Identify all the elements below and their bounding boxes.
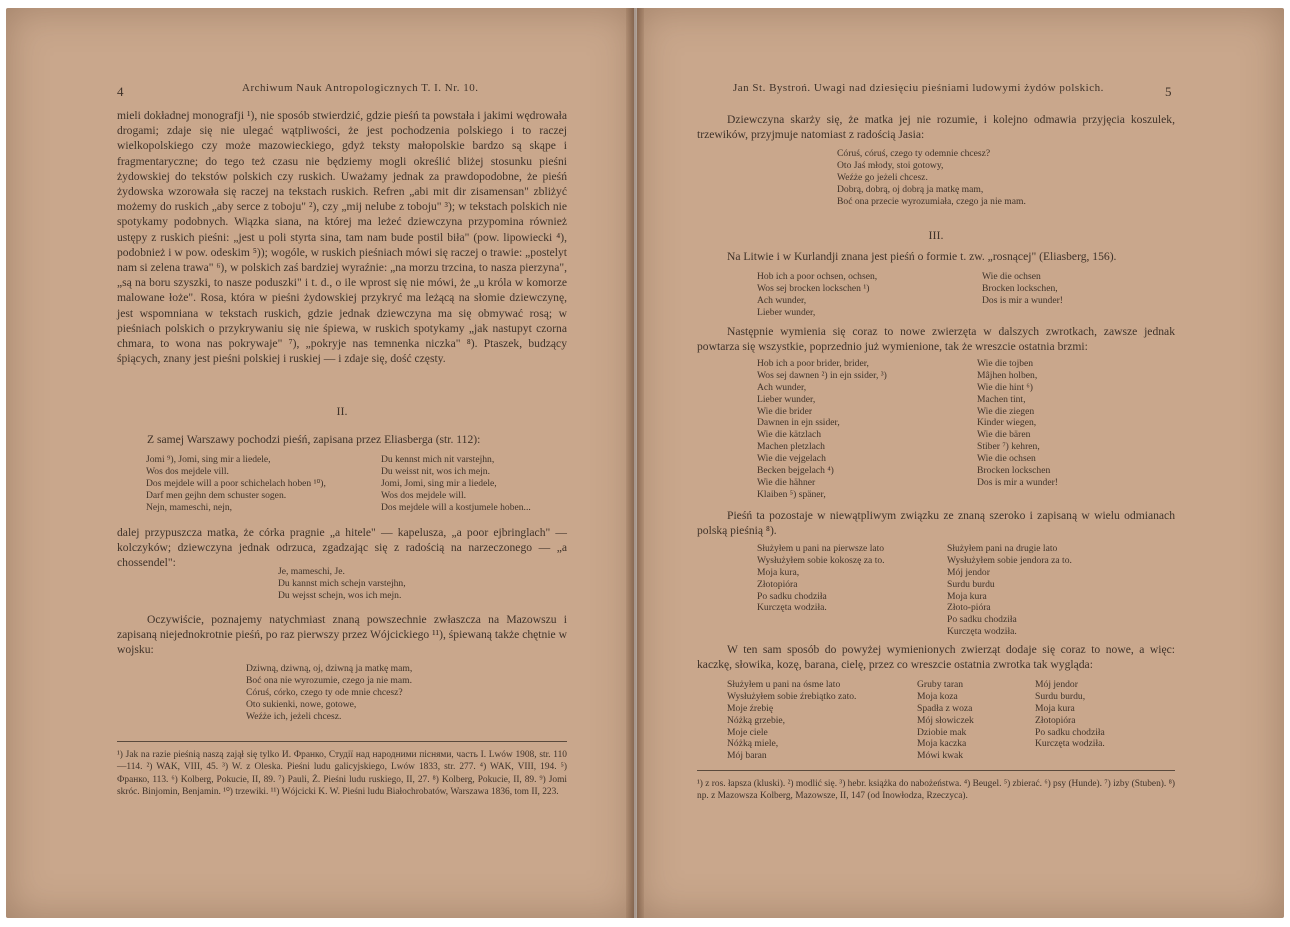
verse-line: Oto sukienki, nowe, gotowe, bbox=[246, 698, 357, 710]
body-paragraph bbox=[697, 112, 1175, 142]
footnote-rule bbox=[697, 770, 1175, 771]
verse-line: Dawnen in ejn ssider, bbox=[757, 417, 840, 429]
paragraph-text: Dziewczyna skarży się, że matka jej nie rozumie, i kolejno odmawia przyjęcia koszulek, trzewików, przyjmuje natomiast z radością Jasia: bbox=[697, 113, 1175, 142]
verse-block bbox=[757, 271, 877, 319]
verse-line: Moja kaczka bbox=[917, 738, 967, 750]
verse-line: Mój jendor bbox=[1035, 679, 1078, 690]
verse-line: Kurczęta wodziła. bbox=[947, 626, 1017, 638]
page-number: 5 bbox=[1165, 84, 1172, 99]
verse-line: Mâjhen holben, bbox=[977, 369, 1038, 381]
page-number: 4 bbox=[117, 84, 124, 99]
verse-line: Po sadku chodziła bbox=[757, 590, 827, 602]
verse-block bbox=[837, 148, 1026, 207]
verse-line: Moje ciele bbox=[727, 726, 768, 738]
body-paragraph bbox=[117, 108, 567, 366]
verse-block bbox=[246, 663, 412, 722]
body-paragraph bbox=[697, 324, 1175, 354]
verse-line: Mówi kwak bbox=[917, 750, 964, 762]
section-heading: II. bbox=[336, 404, 348, 418]
verse-line: Wie die hint ⁶) bbox=[977, 381, 1033, 393]
verse-line: Złotopióra bbox=[1035, 714, 1076, 726]
verse-line: Nóżką grzebie, bbox=[727, 714, 786, 726]
paragraph-text: dalej przypuszcza matka, że córka pragnie „a hitele" — kapelusza, „a poor ejbringlach" — kolczyków; dziewczyna jednak odrzuca, zgadzając się z radością na narzeczonego — „a chossendel": bbox=[117, 526, 567, 570]
verse-block bbox=[977, 358, 1058, 489]
verse-line: Wysłużyłem sobie kokoszę za to. bbox=[757, 554, 885, 566]
verse-line: Nóżką miele, bbox=[727, 738, 779, 750]
left-page bbox=[6, 8, 634, 918]
verse-line: Wie die ochsen bbox=[982, 271, 1041, 282]
verse-line: Spadła z woza bbox=[917, 702, 973, 714]
verse-line: Stiber ⁷) kehren, bbox=[977, 441, 1040, 453]
verse-line: Kinder wiegen, bbox=[977, 417, 1037, 429]
verse-line: Mój jendor bbox=[947, 566, 990, 578]
verse-line: Becken bejgelach ⁴) bbox=[757, 465, 834, 477]
verse-line: Wos sej dawnen ²) in ejn ssider, ³) bbox=[757, 369, 887, 381]
verse-block bbox=[757, 543, 885, 614]
paragraph-text: Na Litwie i w Kurlandji znana jest pieśń o formie t. zw. „rosnącej" (Eliasberg, 156). bbox=[727, 250, 1117, 263]
verse-line: Służyłem pani na drugie lato bbox=[947, 543, 1058, 554]
verse-line: Wos dos mejdele vill. bbox=[146, 465, 229, 477]
paragraph-text: Następnie wymienia się coraz to nowe zwierzęta w dalszych zwrotkach, zawsze jednak powtarza się wszystkie, poprzednio już wymienione, tak że wreszcie ostatnia brzmi: bbox=[697, 325, 1175, 354]
verse-line: Córuś, córko, czego ty ode mnie chcesz? bbox=[246, 686, 403, 698]
verse-line: Brocken lockschen, bbox=[982, 282, 1058, 294]
paragraph-text: mieli dokładnej monografji ¹), nie sposób stwierdzić, gdzie pieśń ta powstała i jakimi wędrowała drogami; zdaje się nie ulegać wątpliwości, że jest pochodzenia polskiego i to raczej wielkopolskiego czy może mazowieckiego, gdyż teksty małopolskie bardzo są skąpe i fragmentaryczne; do tego też czasu nie będziemy mogli określić bliżej stosunku pieśni żydowskiej do tekstów polskich czy ruskich. Uważamy jednak za prawdopodobne, że pieśń żydowska wzorowała się raczej na tekstach ruskich. Refren „abi mit dir zisamensan" zbliżyć możemy do ruskich „aby serce z toboju" ²), czy „mij nelube z toboju" ³); w tekstach polskich nie spotykamy podobnych. Wiązka siana, na której ma leżeć dziewczyna przypomina również ustępy z ruskich pieśni: „jest u poli styrta sina, tam nam bude postil biła" (pow. lipowiecki ⁴), podobnież i w pow. odeskim ⁵)); wogóle, w ruskich pieśniach mówi się raczej o trawie: „postelyt nam si zelena trawa" ⁶), w polskich zaś bardziej wyraźnie: „na morzu trzcina, to nasza pierzyna", „są na boru szyszki, to nasze poduszki" i t. d., o ile wprost się nie mówi, że „u króla w komorze malowane łoże". Rosa, która w pieśni żydowskiej przykryć ma leżącą na słomie dziewczynę, jest wspomniana w tekstach ruskich, gdzie jednak dziewczyna ma się obmywać rosą; w pieśniach polskich o przykrywaniu się nie śpiewa, w ruskich spotykamy „jak nastupyt czorna chmara, to wona nas pokrywaje" ⁷), „pokryje nas temnenka niczka" ⁸). Ptaszek, budzący śpiących, znany jest pieśni polskiej i ruskiej — i zdaje się, dość częsty. bbox=[117, 109, 568, 366]
verse-line: Wie die vejgelach bbox=[757, 453, 826, 465]
verse-line: Machen pletzlach bbox=[757, 441, 825, 453]
verse-line: Du weisst nit, wos ich mejn. bbox=[381, 465, 490, 477]
verse-line: Hob ich a poor ochsen, ochsen, bbox=[757, 271, 878, 282]
verse-line: Dos mejdele will a kostjumele hoben... bbox=[381, 501, 531, 513]
verse-line: Gruby taran bbox=[917, 679, 964, 690]
verse-line: Wos sej brocken lockschen ¹) bbox=[757, 282, 870, 294]
body-paragraph bbox=[117, 525, 567, 571]
verse-line: Kurczęta wodziła. bbox=[757, 602, 827, 614]
running-header: Archiwum Nauk Antropologicznych T. I. Nr. 10. bbox=[242, 82, 479, 94]
verse-line: Po sadku chodziła bbox=[947, 614, 1017, 626]
footnote-text: ¹) z ros. łapsza (kluski). ²) modlić się. ³) hebr. książka do nabożeństwa. ⁴) Beugel. ⁵) zbierać. ⁶) psy (Hunde). ⁷) izby (Stuben). ⁸) np. z Mazowsza Kolberg, Mazowsze, II, 147 (od Inowłodza, Rzeczyca). bbox=[697, 779, 1175, 802]
verse-line: Ach wunder, bbox=[757, 294, 807, 306]
verse-line: Dobrą, dobrą, oj dobrą ja matkę mam, bbox=[837, 183, 984, 195]
verse-line: Mój słowiczek bbox=[917, 714, 974, 726]
verse-line: Wie die hähner bbox=[757, 476, 816, 488]
verse-line: Lieber wunder, bbox=[757, 306, 816, 318]
verse-line: Moja kura bbox=[947, 590, 987, 602]
verse-line: Du kennst mich nit varstejhn, bbox=[381, 454, 495, 465]
verse-block bbox=[1035, 679, 1105, 750]
body-paragraph bbox=[697, 249, 1175, 264]
verse-line: Wie die ochsen bbox=[977, 453, 1036, 465]
verse-line: Ach wunder, bbox=[757, 381, 807, 393]
footnote-rule bbox=[117, 741, 567, 742]
verse-line: Jomi ⁹), Jomi, sing mir a liedele, bbox=[146, 454, 271, 465]
verse-line: Nejn, mameschi, nejn, bbox=[146, 501, 233, 513]
verse-line: Boć ona przecie wyrozumiała, czego ja nie mam. bbox=[837, 195, 1026, 207]
verse-line: Jomi, Jomi, sing mir a liedele, bbox=[381, 477, 497, 489]
verse-line: Wie die tojben bbox=[977, 358, 1034, 369]
verse-line: Du wejsst schejn, wos ich mejn. bbox=[278, 589, 402, 601]
verse-block bbox=[917, 679, 974, 762]
body-paragraph bbox=[117, 612, 567, 658]
verse-line: Dos mejdele will a poor schichelach hoben ¹⁰), bbox=[146, 477, 326, 489]
verse-block bbox=[757, 358, 887, 501]
verse-line: Darf men gejhn dem schuster sogen. bbox=[146, 489, 287, 501]
book-spine bbox=[626, 8, 644, 918]
verse-line: Dziwną, dziwną, oj, dziwną ja matkę mam, bbox=[246, 663, 413, 674]
verse-line: Moja kura, bbox=[757, 566, 800, 578]
body-paragraph bbox=[697, 642, 1175, 672]
verse-block bbox=[727, 679, 856, 762]
verse-line: Weźże go jeżeli chcesz. bbox=[837, 171, 928, 183]
footnotes bbox=[117, 749, 567, 799]
verse-line: Mój baran bbox=[727, 750, 767, 762]
verse-line: Klaiben ⁵) späner, bbox=[757, 488, 826, 500]
paragraph-text: W ten sam sposób do powyżej wymienionych zwierząt dodaje się coraz to nowe, a więc: kaczkę, słowika, kozę, barana, cielę, przez co wreszcie ostatnia zwrotka tak wygląda: bbox=[697, 643, 1175, 672]
paragraph-text: Z samej Warszawy pochodzi pieśń, zapisana przez Eliasberga (str. 112): bbox=[147, 433, 481, 446]
verse-block bbox=[278, 566, 406, 602]
verse-line: Je, mameschi, Je. bbox=[278, 566, 345, 577]
verse-line: Wysłużyłem sobie jendora za to. bbox=[947, 554, 1072, 566]
verse-line: Hob ich a poor brider, brider, bbox=[757, 358, 869, 369]
verse-block bbox=[947, 543, 1072, 638]
verse-line: Wie die kätzlach bbox=[757, 429, 822, 441]
verse-line: Boć ona nie wyrozumie, czego ja nie mam. bbox=[246, 674, 412, 686]
verse-line: Dos is mir a wunder! bbox=[982, 294, 1063, 306]
verse-line: Surdu burdu bbox=[947, 578, 995, 590]
verse-line: Wos dos mejdele will. bbox=[381, 489, 467, 501]
verse-line: Złotopióra bbox=[757, 578, 798, 590]
verse-line: Lieber wunder, bbox=[757, 393, 816, 405]
body-paragraph bbox=[697, 508, 1175, 538]
verse-line: Wie die brider bbox=[757, 405, 813, 417]
verse-line: Machen tint, bbox=[977, 393, 1026, 405]
footnote-text: ¹) Jak na razie pieśnią naszą zajął się tylko И. Франко, Студії над народними піснями, часть I. Lwów 1908, str. 110—114. ²) WAK, VIII, 45. ³) W. z Oleska. Pieśni ludu galicyjskiego, Lwów 1833, str. 277. ⁴) WAK, VIII, 194. ⁵) Франко, 113. ⁶) Kolberg, Pokucie, II, 89. ⁷) Pauli, Ż. Pieśni ludu ruskiego, II, 27. ⁸) Kolberg, Pokucie, II, 89. ⁹) Jomi skróc. Binjomin, Benjamin. ¹⁰) trzewiki. ¹¹) Wójcicki K. W. Pieśni ludu Białochrobatów, Warszawa 1836, tom II, 223. bbox=[117, 750, 567, 798]
verse-line: Wie die ziegen bbox=[977, 405, 1035, 417]
verse-line: Moja koza bbox=[917, 690, 958, 702]
verse-line: Kurczęta wodziła. bbox=[1035, 738, 1105, 750]
section-heading: III. bbox=[928, 228, 944, 242]
verse-line: Dos is mir a wunder! bbox=[977, 476, 1058, 488]
verse-line: Oto Jaś młody, stoi gotowy, bbox=[837, 159, 944, 171]
right-page bbox=[637, 8, 1284, 918]
verse-line: Brocken lockschen bbox=[977, 465, 1051, 477]
verse-line: Dziobie mak bbox=[917, 726, 967, 738]
verse-line: Moje źrebię bbox=[727, 702, 774, 714]
verse-line: Du kannst mich schejn varstejhn, bbox=[278, 577, 406, 589]
verse-line: Wysłużyłem sobie źrebiątko zato. bbox=[727, 690, 857, 702]
verse-line: Służyłem u pani na pierwsze lato bbox=[757, 543, 885, 554]
verse-block bbox=[146, 454, 326, 513]
footnotes bbox=[697, 778, 1175, 803]
verse-line: Weźże ich, jeżeli chcesz. bbox=[246, 710, 342, 722]
body-paragraph bbox=[117, 432, 567, 447]
verse-line: Po sadku chodziła bbox=[1035, 726, 1105, 738]
verse-line: Surdu burdu, bbox=[1035, 690, 1086, 702]
verse-line: Córuś, córuś, czego ty odemnie chcesz? bbox=[837, 148, 991, 159]
verse-line: Złoto-pióra bbox=[947, 602, 991, 614]
verse-line: Wie die bären bbox=[977, 429, 1031, 441]
verse-line: Służyłem u pani na ósme lato bbox=[727, 679, 841, 690]
verse-block bbox=[381, 454, 531, 513]
paragraph-text: Pieśń ta pozostaje w niewątpliwym związku ze znaną szeroko i zapisaną w wielu odmianach polską pieśnią ⁸). bbox=[697, 509, 1175, 538]
running-header: Jan St. Bystroń. Uwagi nad dziesięciu pieśniami ludowymi żydów polskich. bbox=[733, 82, 1104, 94]
verse-line: Moja kura bbox=[1035, 702, 1075, 714]
paragraph-text: Oczywiście, poznajemy natychmiast znaną powszechnie zwłaszcza na Mazowszu i zapisaną niejednokrotnie pieśń, po raz pierwszy przez Wójcickiego ¹¹), śpiewaną także chętnie w wojsku: bbox=[117, 613, 567, 657]
verse-block bbox=[982, 271, 1063, 307]
